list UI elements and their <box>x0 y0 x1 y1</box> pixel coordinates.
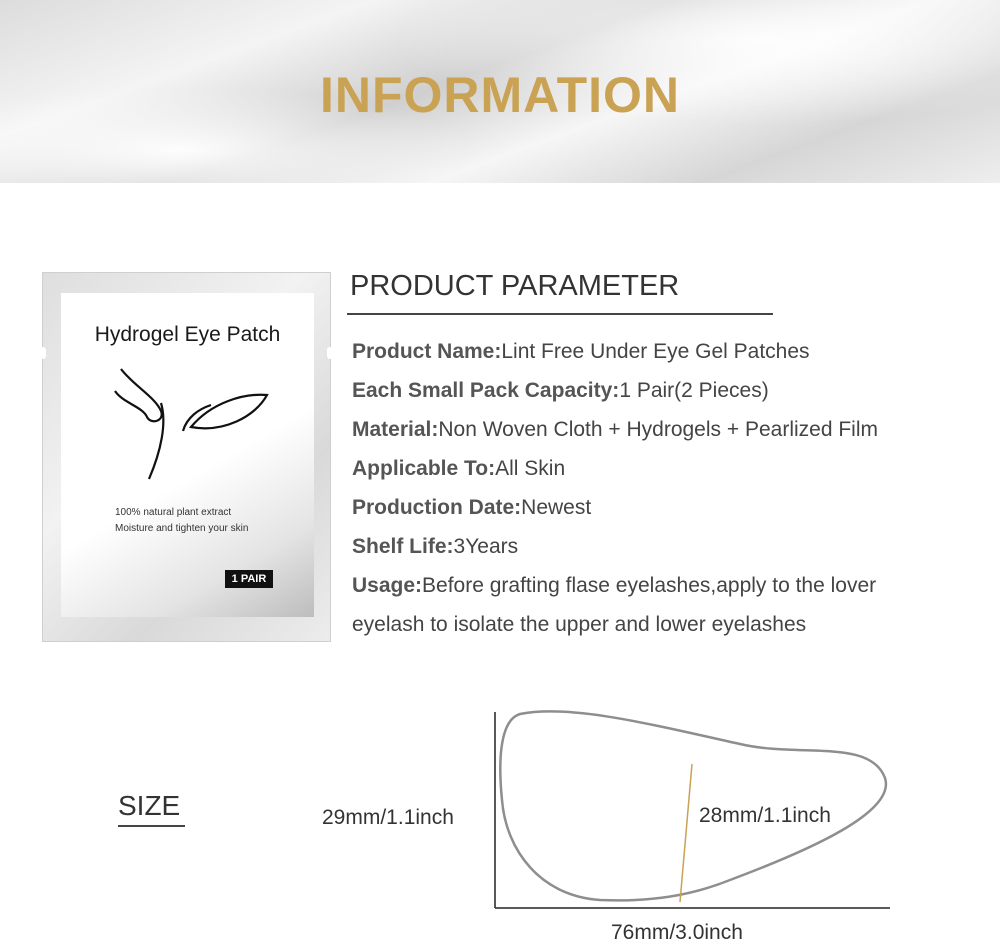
eye-patch-size-diagram <box>480 700 900 920</box>
param-value: Lint Free Under Eye Gel Patches <box>501 340 810 363</box>
height-dimension-label: 29mm/1.1inch <box>322 806 454 829</box>
param-row-usage <box>352 566 992 605</box>
param-row-material <box>352 410 992 449</box>
param-row-applicable-to <box>352 449 992 488</box>
param-value: 3Years <box>453 535 519 558</box>
param-key: Shelf Life: <box>352 535 454 558</box>
packet-notch-left <box>40 347 46 359</box>
packet-title: Hydrogel Eye Patch <box>94 323 281 346</box>
param-value: All Skin <box>495 457 566 480</box>
product-packet-image <box>42 272 331 642</box>
parameter-list <box>352 332 992 644</box>
param-row-production-date <box>352 488 992 527</box>
size-heading: SIZE <box>118 790 181 821</box>
param-value: Before grafting flase eyelashes,apply to the lover <box>422 574 877 597</box>
param-key: Applicable To: <box>352 457 496 480</box>
param-key: Each Small Pack Capacity: <box>352 379 620 402</box>
param-value: 1 Pair(2 Pieces) <box>619 379 769 402</box>
param-key: Production Date: <box>352 496 522 519</box>
packet-text-line-1: 100% natural plant extract <box>115 507 232 518</box>
param-row-product-name <box>352 332 992 371</box>
packet-text-line-2: Moisture and tighten your skin <box>115 523 249 534</box>
parameters-heading: PRODUCT PARAMETER <box>350 270 680 302</box>
header-banner <box>0 0 1000 183</box>
packet-notch-right <box>327 347 333 359</box>
size-underline <box>118 825 185 827</box>
eye-illustration-icon <box>103 363 283 493</box>
inner-height-label: 28mm/1.1inch <box>699 804 831 827</box>
param-value: Non Woven Cloth + Hydrogels + Pearlized Film <box>438 418 878 441</box>
param-row-shelf-life <box>352 527 992 566</box>
param-key: Product Name: <box>352 340 502 363</box>
parameters-underline <box>347 313 773 315</box>
packet-badge: 1 PAIR <box>225 570 273 588</box>
param-row-pack-capacity <box>352 371 992 410</box>
banner-title: INFORMATION <box>319 67 681 123</box>
inner-height-line <box>680 764 692 902</box>
width-dimension-label: 76mm/3.0inch <box>611 921 743 944</box>
param-value: Newest <box>521 496 592 519</box>
param-key: Usage: <box>352 574 423 597</box>
param-usage-continuation: eyelash to isolate the upper and lower eyelashes <box>352 613 807 636</box>
param-key: Material: <box>352 418 439 441</box>
